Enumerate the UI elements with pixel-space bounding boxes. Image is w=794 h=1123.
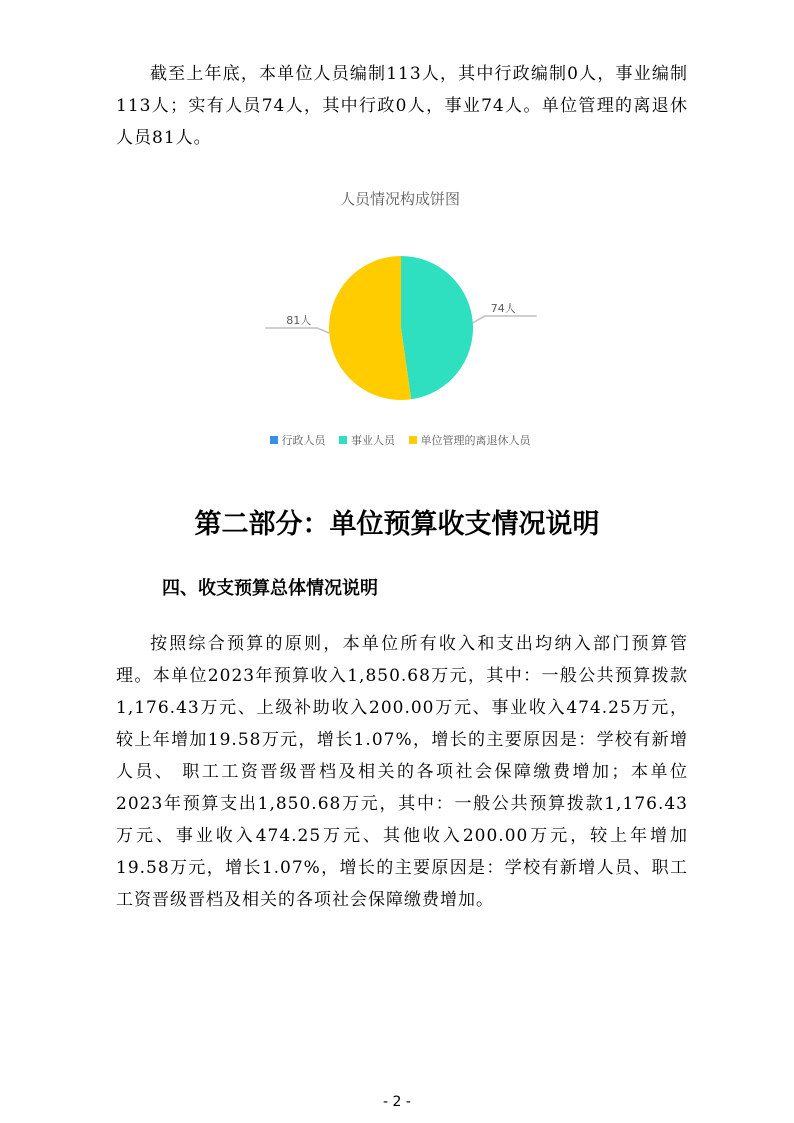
leader-line-institution <box>473 316 537 323</box>
legend-swatch-institution <box>339 436 347 444</box>
legend-label-institution: 事业人员 <box>351 434 395 447</box>
legend-label-retired: 单位管理的离退休人员 <box>420 434 531 447</box>
pie-plot-area <box>230 180 570 430</box>
legend-swatch-retired <box>409 436 417 444</box>
legend-label-admin: 行政人员 <box>281 434 326 447</box>
pie-slice-institution <box>401 256 473 399</box>
legend-item-retired <box>409 432 531 448</box>
legend-item-institution <box>339 432 395 448</box>
section-heading: 四、收支预算总体情况说明 <box>162 578 378 599</box>
legend-swatch-admin <box>270 436 278 444</box>
legend-item-admin <box>270 432 326 448</box>
data-label-institution: 74人 <box>490 302 516 316</box>
budget-paragraph: 按照综合预算的原则，本单位所有收入和支出均纳入部门预算管理。本单位2023年预算收入1,850.68万元，其中：一般公共预算拨款1,176.43万元、上级补助收入200.00万元、事业收入474.25万元，较上年增加19.58万元，增长1.07%，增长的主要原因是：学校有新增人员、 职工工资晋级晋档及相关的各项社会保障缴费增加；本单位2023年预算支出1,850.68万元，其中：一般公共预算拨款1,176.43万元、事业收入474.25万元、其他收入200.00万元，较上年增加19.58万元，增长1.07%，增长的主要原因是：学校有新增人员、职工工资晋级晋档及相关的各项社会保障缴费增加。 <box>116 634 688 910</box>
leader-line-retired <box>265 328 329 333</box>
staff-composition-pie-chart <box>230 180 570 460</box>
intro-paragraph: 截至上年底，本单位人员编制113人，其中行政编制0人，事业编制113人；实有人员74人，其中行政0人，事业74人。单位管理的离退休人员81人。 <box>116 64 688 148</box>
part-title: 第二部分：单位预算收支情况说明 <box>194 509 600 540</box>
page-number: - 2 - <box>383 1094 411 1110</box>
data-label-retired: 81人 <box>286 313 312 327</box>
pie-slice-retired <box>329 256 411 400</box>
chart-legend <box>230 432 570 448</box>
chart-title: 人员情况构成饼图 <box>339 190 460 208</box>
